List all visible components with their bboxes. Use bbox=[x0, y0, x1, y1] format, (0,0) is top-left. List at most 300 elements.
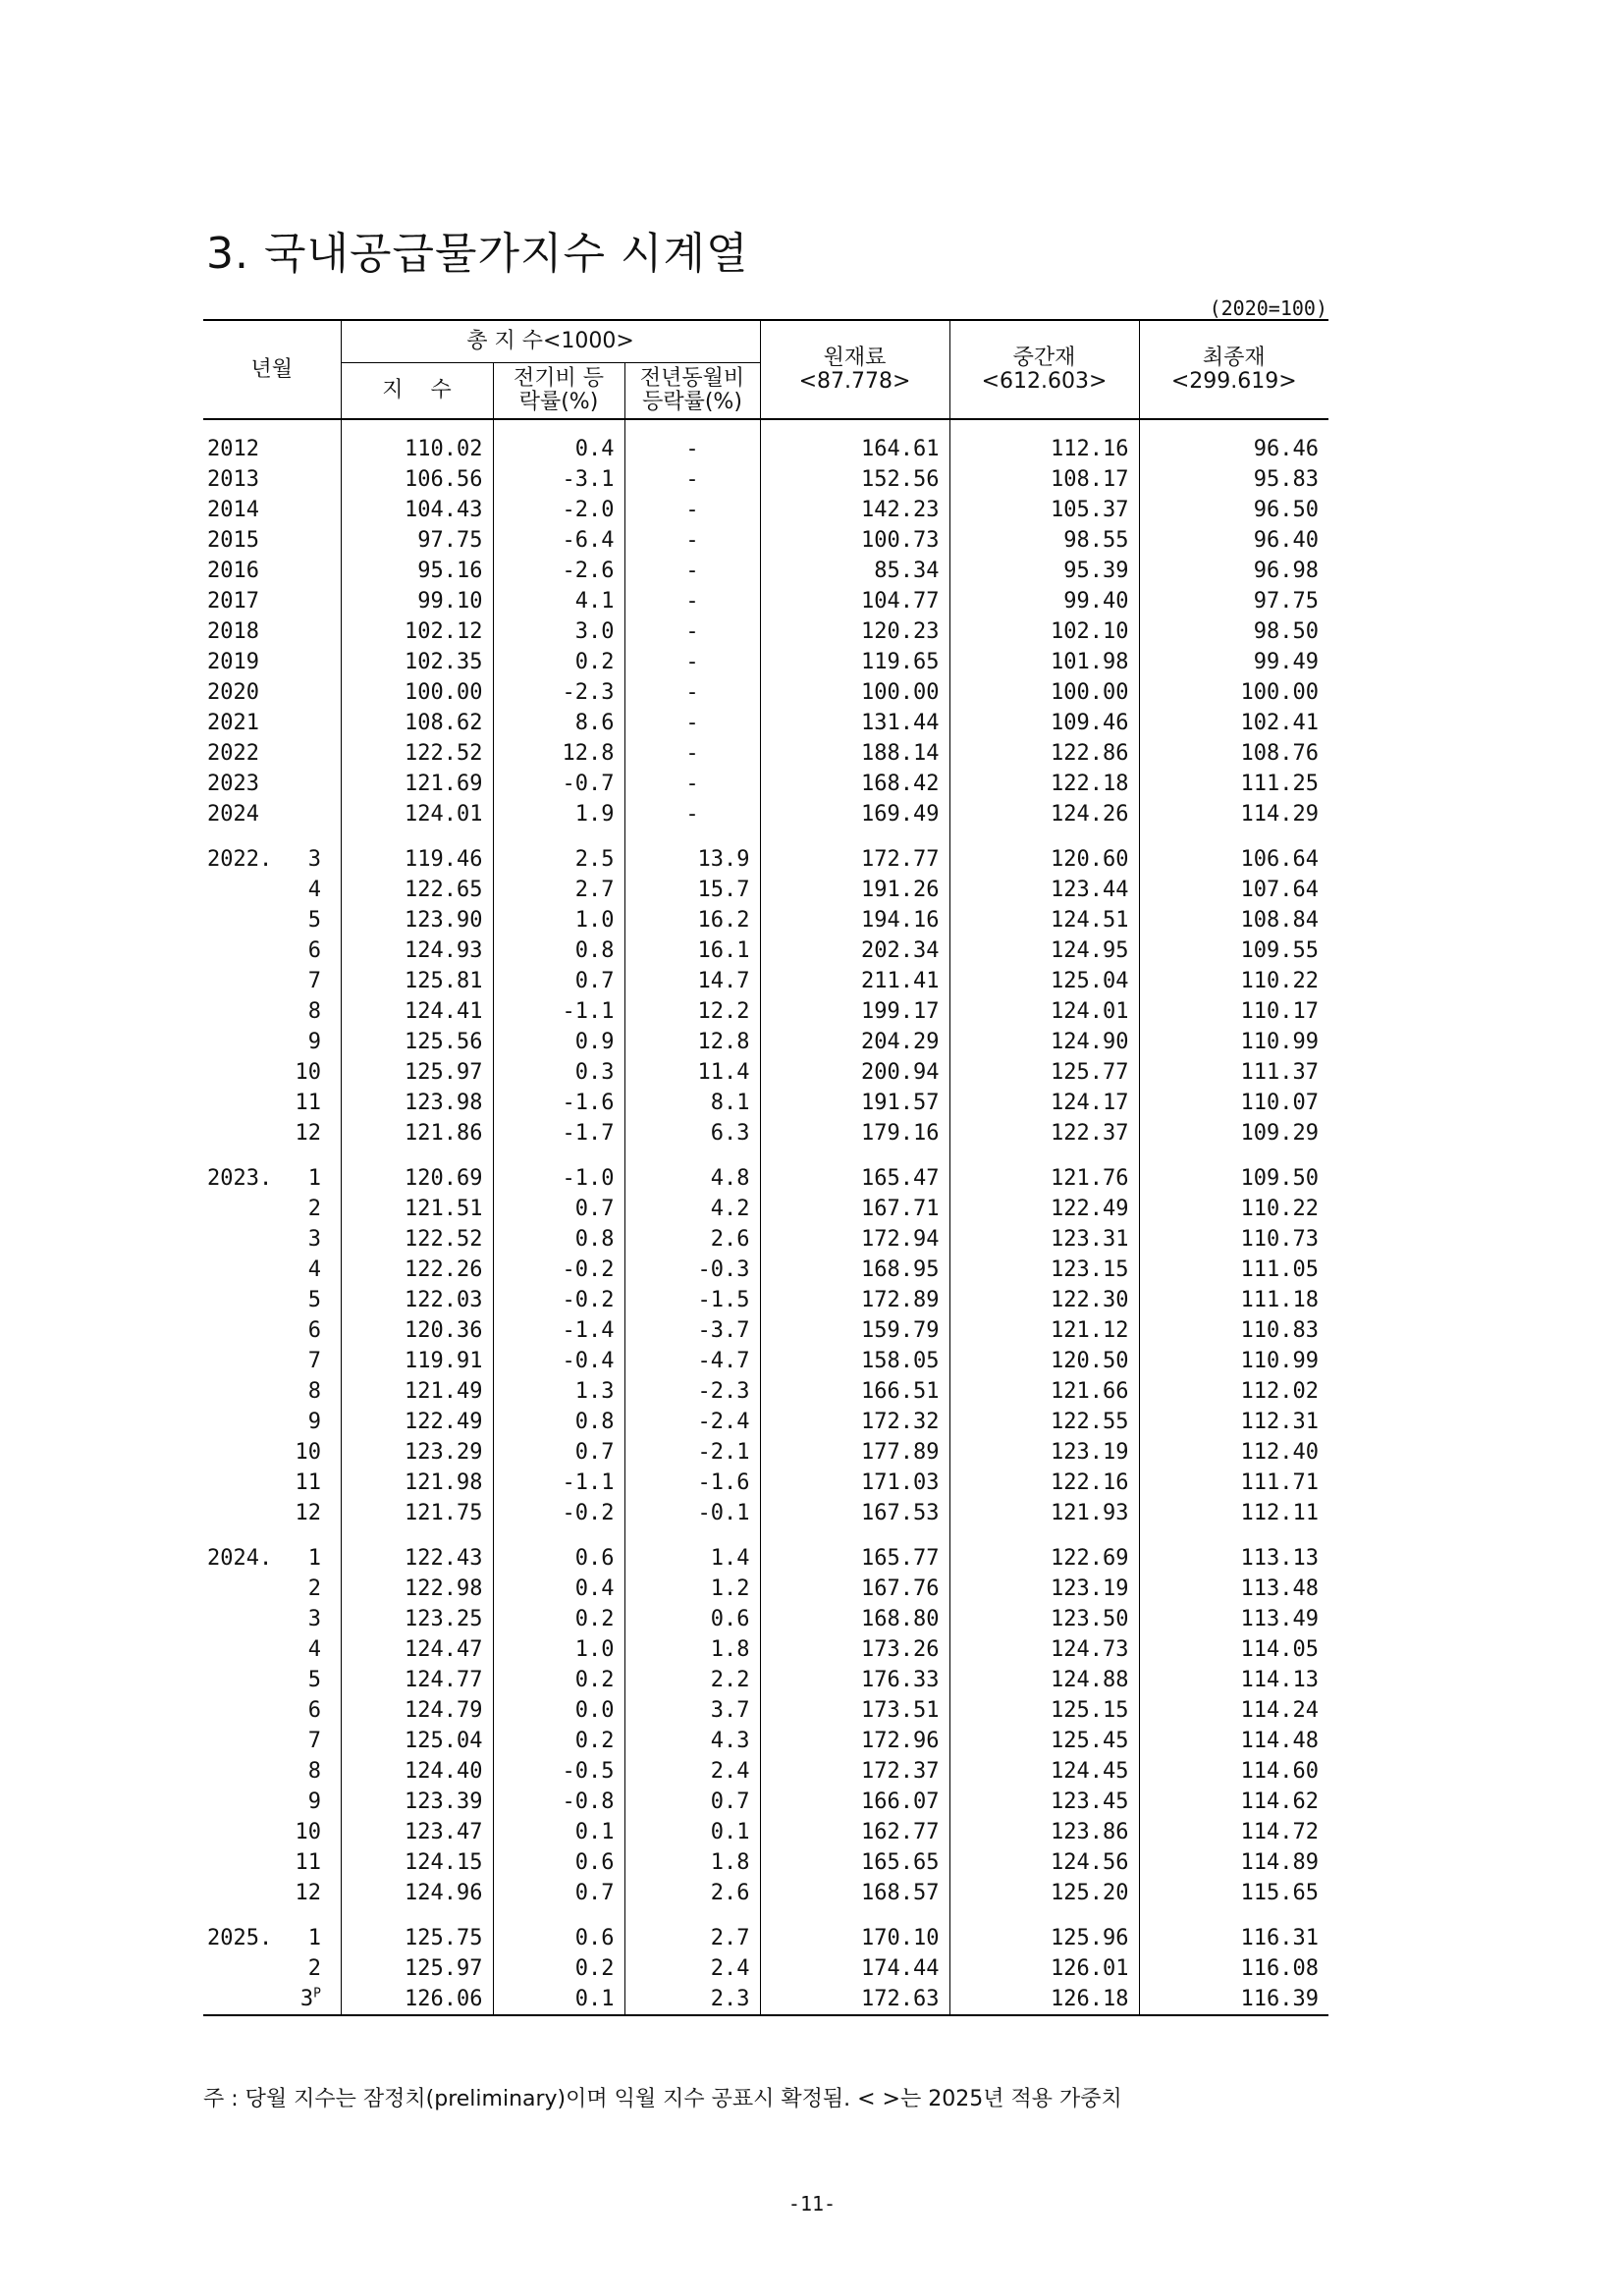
cell-raw: 172.89 bbox=[760, 1285, 949, 1315]
month-number: 11 bbox=[295, 1470, 321, 1495]
cell-raw: 168.95 bbox=[760, 1255, 949, 1285]
cell-final: 113.13 bbox=[1240, 1546, 1320, 1571]
cell-year-month bbox=[203, 1726, 341, 1756]
cell-year-month bbox=[203, 419, 341, 464]
cell-index: 121.75 bbox=[341, 1498, 493, 1528]
table-row bbox=[203, 935, 1328, 966]
spacer-cell bbox=[341, 1148, 493, 1163]
table-row bbox=[203, 1695, 1328, 1726]
month-number: 6 bbox=[307, 1698, 321, 1723]
table-row bbox=[203, 905, 1328, 935]
spacer-cell bbox=[760, 1528, 949, 1543]
year-label: 2012 bbox=[207, 437, 259, 461]
cell-mom: 0.2 bbox=[493, 1953, 624, 1984]
cell-mom: -6.4 bbox=[493, 525, 624, 556]
cell-raw: 202.34 bbox=[760, 935, 949, 966]
cell-index: 125.81 bbox=[341, 966, 493, 996]
table-row bbox=[203, 419, 1328, 464]
cell-index: 121.49 bbox=[341, 1376, 493, 1407]
cell-year-month bbox=[203, 556, 341, 586]
cell-year-month bbox=[203, 677, 341, 708]
cell-yoy: 1.2 bbox=[624, 1574, 760, 1604]
year-label: 2025. bbox=[207, 1926, 273, 1950]
cell-raw: 131.44 bbox=[760, 708, 949, 738]
month-label bbox=[284, 1349, 321, 1373]
cell-final: 112.31 bbox=[1240, 1410, 1320, 1434]
month-number: 1 bbox=[307, 1926, 321, 1950]
cell-raw: 100.00 bbox=[760, 677, 949, 708]
cell-raw: 165.65 bbox=[760, 1847, 949, 1878]
cell-intermediate: 123.45 bbox=[949, 1787, 1139, 1817]
cell-year-month bbox=[203, 1437, 341, 1468]
cell-index: 121.51 bbox=[341, 1194, 493, 1224]
cell-yoy: - bbox=[624, 769, 760, 799]
cell-final: 113.48 bbox=[1240, 1576, 1320, 1601]
cell-intermediate: 123.19 bbox=[949, 1574, 1139, 1604]
cell-intermediate: 122.18 bbox=[949, 769, 1139, 799]
table-row bbox=[203, 1984, 1328, 2015]
cell-raw: 159.79 bbox=[760, 1315, 949, 1346]
cell-yoy: 4.3 bbox=[624, 1726, 760, 1756]
cell-index: 97.75 bbox=[341, 525, 493, 556]
month-label bbox=[284, 1197, 321, 1221]
cell-raw: 120.23 bbox=[760, 616, 949, 647]
cell-yoy: - bbox=[624, 525, 760, 556]
month-label bbox=[284, 878, 321, 902]
table-row bbox=[203, 1543, 1328, 1574]
year-label: 2024 bbox=[207, 802, 259, 827]
header-raw-label: 원재료 bbox=[823, 345, 887, 370]
cell-mom: 12.8 bbox=[493, 738, 624, 769]
cell-index: 123.47 bbox=[341, 1817, 493, 1847]
cell-yoy: -1.6 bbox=[624, 1468, 760, 1498]
spacer-cell bbox=[949, 1148, 1139, 1163]
cell-index: 124.79 bbox=[341, 1695, 493, 1726]
cell-mom: -0.2 bbox=[493, 1255, 624, 1285]
cell-year-month bbox=[203, 1984, 341, 2015]
spacer-cell bbox=[1139, 1908, 1328, 1923]
spacer-cell bbox=[624, 1908, 760, 1923]
cell-final: 114.60 bbox=[1240, 1759, 1320, 1784]
cell-yoy: 2.6 bbox=[624, 1224, 760, 1255]
spacer-cell bbox=[624, 829, 760, 844]
month-label bbox=[284, 1607, 321, 1631]
cell-mom: -0.5 bbox=[493, 1756, 624, 1787]
cell-index: 95.16 bbox=[341, 556, 493, 586]
month-label bbox=[284, 1440, 321, 1465]
cell-intermediate: 125.20 bbox=[949, 1878, 1139, 1908]
year-label: 2020 bbox=[207, 680, 259, 705]
spacer-cell bbox=[1139, 829, 1328, 844]
month-number: 4 bbox=[307, 878, 321, 902]
cell-mom: 0.7 bbox=[493, 966, 624, 996]
cell-intermediate: 105.37 bbox=[949, 495, 1139, 525]
cell-raw: 173.51 bbox=[760, 1695, 949, 1726]
month-label bbox=[284, 908, 321, 933]
header-mom bbox=[493, 363, 624, 420]
cell-final: 114.72 bbox=[1240, 1820, 1320, 1844]
cell-final: 99.49 bbox=[1253, 650, 1320, 674]
cell-yoy: - bbox=[624, 799, 760, 829]
spacer-cell bbox=[624, 1528, 760, 1543]
month-label bbox=[284, 1820, 321, 1844]
month-label bbox=[284, 1987, 321, 2011]
header-yoy bbox=[624, 363, 760, 420]
cell-year-month bbox=[203, 1787, 341, 1817]
cell-year-month bbox=[203, 844, 341, 875]
cell-year-month bbox=[203, 1498, 341, 1528]
cell-final: 110.07 bbox=[1240, 1091, 1320, 1115]
cell-yoy: 16.1 bbox=[624, 935, 760, 966]
month-label bbox=[284, 1166, 321, 1191]
cell-yoy: - bbox=[624, 677, 760, 708]
cell-year-month bbox=[203, 1878, 341, 1908]
cell-intermediate: 122.86 bbox=[949, 738, 1139, 769]
cell-mom: 0.2 bbox=[493, 647, 624, 677]
cell-raw: 168.57 bbox=[760, 1878, 949, 1908]
month-label bbox=[284, 1759, 321, 1784]
table-row bbox=[203, 1817, 1328, 1847]
month-number: 1 bbox=[307, 1546, 321, 1571]
cell-raw: 177.89 bbox=[760, 1437, 949, 1468]
cell-final: 110.99 bbox=[1240, 1030, 1320, 1054]
cell-yoy: -4.7 bbox=[624, 1346, 760, 1376]
cell-index: 126.06 bbox=[341, 1984, 493, 2015]
cell-index: 102.12 bbox=[341, 616, 493, 647]
cell-raw: 170.10 bbox=[760, 1923, 949, 1953]
cell-index: 122.03 bbox=[341, 1285, 493, 1315]
cell-intermediate: 122.55 bbox=[949, 1407, 1139, 1437]
cell-mom: 0.6 bbox=[493, 1847, 624, 1878]
cell-final: 114.48 bbox=[1240, 1729, 1320, 1753]
table-row bbox=[203, 1224, 1328, 1255]
cell-year-month bbox=[203, 1224, 341, 1255]
cell-yoy: -2.3 bbox=[624, 1376, 760, 1407]
cell-final: 110.22 bbox=[1240, 1197, 1320, 1221]
cell-year-month bbox=[203, 1194, 341, 1224]
cell-index: 125.97 bbox=[341, 1953, 493, 1984]
year-label: 2019 bbox=[207, 650, 259, 674]
cell-mom: -0.2 bbox=[493, 1285, 624, 1315]
year-label: 2017 bbox=[207, 589, 259, 614]
spacer-cell bbox=[949, 1528, 1139, 1543]
table-row bbox=[203, 1407, 1328, 1437]
cell-raw: 172.37 bbox=[760, 1756, 949, 1787]
cell-final: 111.05 bbox=[1240, 1257, 1320, 1282]
cell-mom: 0.4 bbox=[493, 419, 624, 464]
cell-mom: -1.1 bbox=[493, 996, 624, 1027]
header-raw bbox=[760, 320, 949, 419]
cell-index: 121.98 bbox=[341, 1468, 493, 1498]
cell-final: 108.76 bbox=[1240, 741, 1320, 766]
cell-year-month bbox=[203, 1756, 341, 1787]
month-label bbox=[284, 1121, 321, 1146]
cell-raw: 165.47 bbox=[760, 1163, 949, 1194]
cell-final: 111.18 bbox=[1240, 1288, 1320, 1312]
month-label bbox=[284, 847, 321, 872]
cell-index: 124.96 bbox=[341, 1878, 493, 1908]
year-label: 2023. bbox=[207, 1166, 273, 1191]
spacer-cell bbox=[949, 829, 1139, 844]
cell-mom: 0.6 bbox=[493, 1923, 624, 1953]
cell-mom: -0.8 bbox=[493, 1787, 624, 1817]
cell-year-month bbox=[203, 616, 341, 647]
cell-yoy: - bbox=[624, 616, 760, 647]
cell-raw: 200.94 bbox=[760, 1057, 949, 1088]
header-index: 지 수 bbox=[341, 363, 493, 420]
cell-year-month bbox=[203, 1255, 341, 1285]
table-row bbox=[203, 875, 1328, 905]
cell-raw: 85.34 bbox=[760, 556, 949, 586]
cell-final: 110.22 bbox=[1240, 969, 1320, 993]
cell-raw: 162.77 bbox=[760, 1817, 949, 1847]
cell-index: 124.47 bbox=[341, 1634, 493, 1665]
month-label bbox=[284, 999, 321, 1024]
cell-intermediate: 123.44 bbox=[949, 875, 1139, 905]
cell-year-month bbox=[203, 1953, 341, 1984]
month-label bbox=[284, 1470, 321, 1495]
month-label bbox=[284, 1379, 321, 1404]
cell-raw: 174.44 bbox=[760, 1953, 949, 1984]
cell-raw: 165.77 bbox=[760, 1543, 949, 1574]
cell-final: 110.73 bbox=[1240, 1227, 1320, 1252]
cell-year-month bbox=[203, 1088, 341, 1118]
cell-mom: 1.0 bbox=[493, 905, 624, 935]
spacer-cell bbox=[203, 1148, 341, 1163]
cell-yoy: - bbox=[624, 647, 760, 677]
cell-mom: 0.7 bbox=[493, 1878, 624, 1908]
month-number: 12 bbox=[295, 1121, 321, 1146]
cell-yoy: 1.8 bbox=[624, 1634, 760, 1665]
cell-yoy: 6.3 bbox=[624, 1118, 760, 1148]
cell-yoy: 2.6 bbox=[624, 1878, 760, 1908]
cell-index: 124.40 bbox=[341, 1756, 493, 1787]
cell-yoy: 14.7 bbox=[624, 966, 760, 996]
table-row bbox=[203, 1027, 1328, 1057]
month-label bbox=[284, 1060, 321, 1085]
cell-intermediate: 125.04 bbox=[949, 966, 1139, 996]
cell-mom: 0.7 bbox=[493, 1437, 624, 1468]
header-intermediate-label: 중간재 bbox=[1012, 345, 1076, 370]
month-number: 10 bbox=[295, 1060, 321, 1085]
cell-intermediate: 124.51 bbox=[949, 905, 1139, 935]
cell-final: 95.83 bbox=[1253, 467, 1320, 492]
cell-mom: 0.9 bbox=[493, 1027, 624, 1057]
month-label bbox=[284, 1257, 321, 1282]
cell-index: 120.36 bbox=[341, 1315, 493, 1346]
month-number: 8 bbox=[307, 1379, 321, 1404]
cell-yoy: 2.4 bbox=[624, 1756, 760, 1787]
cell-yoy: 15.7 bbox=[624, 875, 760, 905]
year-label: 2013 bbox=[207, 467, 259, 492]
header-final-label: 최종재 bbox=[1202, 345, 1266, 370]
month-number: 4 bbox=[307, 1637, 321, 1662]
table-row bbox=[203, 1574, 1328, 1604]
cell-index: 123.39 bbox=[341, 1787, 493, 1817]
cell-year-month bbox=[203, 1118, 341, 1148]
cell-final: 96.98 bbox=[1253, 559, 1320, 583]
table-row bbox=[203, 677, 1328, 708]
cell-final: 100.00 bbox=[1240, 680, 1320, 705]
cell-intermediate: 99.40 bbox=[949, 586, 1139, 616]
cell-mom: 0.8 bbox=[493, 1407, 624, 1437]
month-number: 9 bbox=[307, 1410, 321, 1434]
table-row bbox=[203, 556, 1328, 586]
cell-raw: 166.07 bbox=[760, 1787, 949, 1817]
table-row bbox=[203, 495, 1328, 525]
cell-raw: 173.26 bbox=[760, 1634, 949, 1665]
cell-intermediate: 124.56 bbox=[949, 1847, 1139, 1878]
cell-year-month bbox=[203, 1407, 341, 1437]
table-row bbox=[203, 1118, 1328, 1148]
spacer-cell bbox=[203, 1528, 341, 1543]
base-year-note: (2020=100) bbox=[1209, 296, 1327, 320]
cell-index: 123.98 bbox=[341, 1088, 493, 1118]
month-number: 2 bbox=[307, 1197, 321, 1221]
cell-raw: 172.94 bbox=[760, 1224, 949, 1255]
cell-intermediate: 121.93 bbox=[949, 1498, 1139, 1528]
cell-index: 123.29 bbox=[341, 1437, 493, 1468]
cell-final: 113.49 bbox=[1240, 1607, 1320, 1631]
month-number: 5 bbox=[307, 1288, 321, 1312]
cell-mom: -0.4 bbox=[493, 1346, 624, 1376]
cell-intermediate: 121.66 bbox=[949, 1376, 1139, 1407]
table-row bbox=[203, 1163, 1328, 1194]
cell-intermediate: 121.76 bbox=[949, 1163, 1139, 1194]
cell-final: 97.75 bbox=[1253, 589, 1320, 614]
month-label bbox=[284, 1956, 321, 1981]
cell-index: 124.01 bbox=[341, 799, 493, 829]
cell-index: 122.52 bbox=[341, 738, 493, 769]
month-label bbox=[284, 1637, 321, 1662]
cell-raw: 199.17 bbox=[760, 996, 949, 1027]
month-number: 7 bbox=[307, 1349, 321, 1373]
cell-intermediate: 112.16 bbox=[949, 419, 1139, 464]
cell-raw: 172.77 bbox=[760, 844, 949, 875]
cell-raw: 152.56 bbox=[760, 464, 949, 495]
cell-final: 96.40 bbox=[1253, 528, 1320, 553]
cell-raw: 167.71 bbox=[760, 1194, 949, 1224]
cell-mom: 0.8 bbox=[493, 1224, 624, 1255]
cell-index: 121.86 bbox=[341, 1118, 493, 1148]
month-number: 12 bbox=[295, 1501, 321, 1525]
cell-final: 111.37 bbox=[1240, 1060, 1320, 1085]
cell-intermediate: 95.39 bbox=[949, 556, 1139, 586]
cell-raw: 179.16 bbox=[760, 1118, 949, 1148]
cell-yoy: 12.2 bbox=[624, 996, 760, 1027]
cell-intermediate: 124.45 bbox=[949, 1756, 1139, 1787]
cell-final: 109.50 bbox=[1240, 1166, 1320, 1191]
month-label bbox=[284, 1288, 321, 1312]
cell-year-month bbox=[203, 1665, 341, 1695]
cell-raw: 167.76 bbox=[760, 1574, 949, 1604]
cell-final: 110.17 bbox=[1240, 999, 1320, 1024]
cell-mom: 0.4 bbox=[493, 1574, 624, 1604]
month-number: 7 bbox=[307, 969, 321, 993]
cell-raw: 168.80 bbox=[760, 1604, 949, 1634]
cell-mom: 0.6 bbox=[493, 1543, 624, 1574]
table-row bbox=[203, 586, 1328, 616]
cell-year-month bbox=[203, 1285, 341, 1315]
cell-final: 114.05 bbox=[1240, 1637, 1320, 1662]
month-label bbox=[284, 1576, 321, 1601]
month-number: 3 bbox=[307, 847, 321, 872]
cell-year-month bbox=[203, 1543, 341, 1574]
table-row bbox=[203, 1437, 1328, 1468]
month-label bbox=[284, 1030, 321, 1054]
cell-intermediate: 121.12 bbox=[949, 1315, 1139, 1346]
cell-raw: 171.03 bbox=[760, 1468, 949, 1498]
cell-yoy: 1.4 bbox=[624, 1543, 760, 1574]
month-number: 9 bbox=[307, 1030, 321, 1054]
header-mom-text: 전기비 등락률(%) bbox=[513, 366, 604, 414]
cell-final: 112.02 bbox=[1240, 1379, 1320, 1404]
cell-year-month bbox=[203, 495, 341, 525]
cell-mom: 4.1 bbox=[493, 586, 624, 616]
month-number: 4 bbox=[307, 1257, 321, 1282]
cell-index: 123.90 bbox=[341, 905, 493, 935]
table-row bbox=[203, 1285, 1328, 1315]
table-row bbox=[203, 1604, 1328, 1634]
cell-index: 125.97 bbox=[341, 1057, 493, 1088]
cell-yoy: -1.5 bbox=[624, 1285, 760, 1315]
spacer-cell bbox=[1139, 1528, 1328, 1543]
cell-intermediate: 123.15 bbox=[949, 1255, 1139, 1285]
cell-year-month bbox=[203, 799, 341, 829]
cell-index: 122.65 bbox=[341, 875, 493, 905]
month-label bbox=[284, 1501, 321, 1525]
header-total-group: 총 지 수<1000> bbox=[341, 320, 760, 363]
table-row bbox=[203, 1847, 1328, 1878]
year-label: 2022. bbox=[207, 847, 273, 872]
header-raw-weight: <87.778> bbox=[798, 368, 911, 394]
spacer-cell bbox=[493, 829, 624, 844]
cell-final: 98.50 bbox=[1253, 619, 1320, 644]
month-number: 10 bbox=[295, 1440, 321, 1465]
table-row bbox=[203, 1787, 1328, 1817]
cell-intermediate: 122.37 bbox=[949, 1118, 1139, 1148]
month-number: 6 bbox=[307, 1318, 321, 1343]
cell-intermediate: 101.98 bbox=[949, 647, 1139, 677]
month-number: 1 bbox=[307, 1166, 321, 1191]
cell-intermediate: 102.10 bbox=[949, 616, 1139, 647]
cell-mom: 3.0 bbox=[493, 616, 624, 647]
year-label: 2021 bbox=[207, 711, 259, 735]
cell-final: 107.64 bbox=[1240, 878, 1320, 902]
cell-mom: 2.7 bbox=[493, 875, 624, 905]
cell-intermediate: 123.50 bbox=[949, 1604, 1139, 1634]
month-number: 8 bbox=[307, 999, 321, 1024]
table-row bbox=[203, 799, 1328, 829]
cell-final: 108.84 bbox=[1240, 908, 1320, 933]
month-number: 10 bbox=[295, 1820, 321, 1844]
header-yoy-text: 전년동월비 등락률(%) bbox=[639, 366, 745, 414]
cell-raw: 191.57 bbox=[760, 1088, 949, 1118]
cell-intermediate: 123.31 bbox=[949, 1224, 1139, 1255]
cell-year-month bbox=[203, 1027, 341, 1057]
table-row bbox=[203, 996, 1328, 1027]
cell-mom: 1.0 bbox=[493, 1634, 624, 1665]
cell-yoy: -2.1 bbox=[624, 1437, 760, 1468]
spacer-cell bbox=[341, 1528, 493, 1543]
cell-mom: -1.4 bbox=[493, 1315, 624, 1346]
spacer-cell bbox=[341, 1908, 493, 1923]
spacer-cell bbox=[493, 1908, 624, 1923]
cell-yoy: 16.2 bbox=[624, 905, 760, 935]
cell-final: 109.29 bbox=[1240, 1121, 1320, 1146]
cell-year-month bbox=[203, 1847, 341, 1878]
page-title: 3. 국내공급물가지수 시계열 bbox=[206, 229, 749, 279]
